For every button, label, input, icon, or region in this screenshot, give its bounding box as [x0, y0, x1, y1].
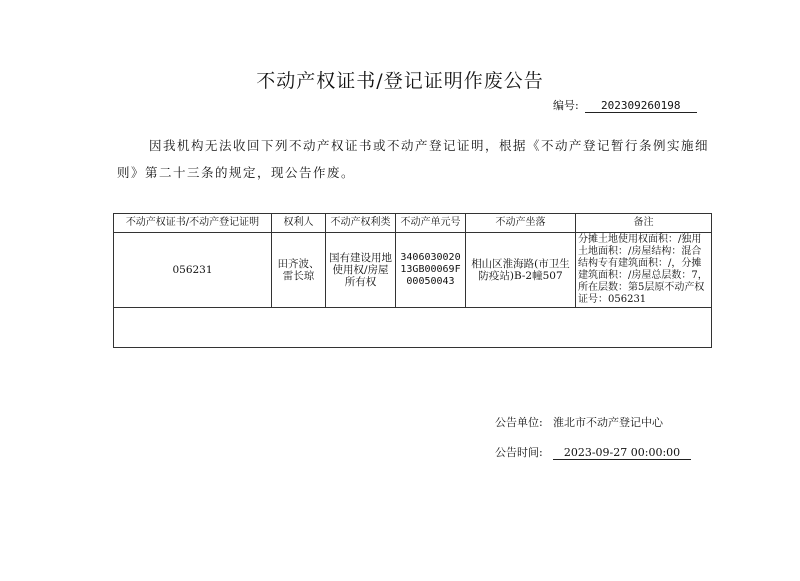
cell-unit-number: 340603002013GB00069F00050043 — [396, 233, 466, 308]
publisher-label: 公告单位: — [495, 416, 543, 429]
certificate-table — [113, 213, 712, 348]
publish-time-value: 2023-09-27 00:00:00 — [553, 446, 691, 460]
cell-note: 分摊土地使用权面积：/独用土地面积：/房屋结构：混合结构专有建筑面积：/，分摊建筑面积：/房屋总层数：7，所在层数：第5层原不动产权证号：056231 — [576, 233, 712, 308]
table-empty-row — [114, 308, 712, 348]
publisher-value: 淮北市不动产登记中心 — [553, 416, 663, 429]
document-title: 不动产权证书/登记证明作废公告 — [256, 70, 544, 92]
cell-holder: 田齐波、雷长琼 — [272, 233, 326, 308]
document-number-label: 编号: — [553, 99, 579, 112]
cell-right-type: 国有建设用地使用权/房屋所有权 — [326, 233, 396, 308]
cell-location: 相山区淮海路(市卫生防疫站)B-2幢507 — [466, 233, 576, 308]
publisher-line — [495, 414, 663, 430]
cell-certificate: 056231 — [114, 233, 272, 308]
header-location: 不动产坐落 — [466, 214, 576, 233]
publish-time-line — [495, 444, 691, 460]
header-note: 备注 — [576, 214, 712, 233]
header-holder: 权利人 — [272, 214, 326, 233]
header-certificate: 不动产权证书/不动产登记证明 — [114, 214, 272, 233]
table-row — [114, 233, 712, 308]
table-header-row — [114, 214, 712, 233]
document-number — [553, 97, 697, 113]
document-number-value: 202309260198 — [585, 99, 697, 113]
header-unit-number: 不动产单元号 — [396, 214, 466, 233]
intro-paragraph: 因我机构无法收回下列不动产权证书或不动产登记证明，根据《不动产登记暂行条例实施细则》第二十三条的规定，现公告作废。 — [117, 138, 710, 180]
publish-time-label: 公告时间: — [495, 446, 543, 459]
header-right-type: 不动产权利类 — [326, 214, 396, 233]
empty-cell — [114, 308, 712, 348]
